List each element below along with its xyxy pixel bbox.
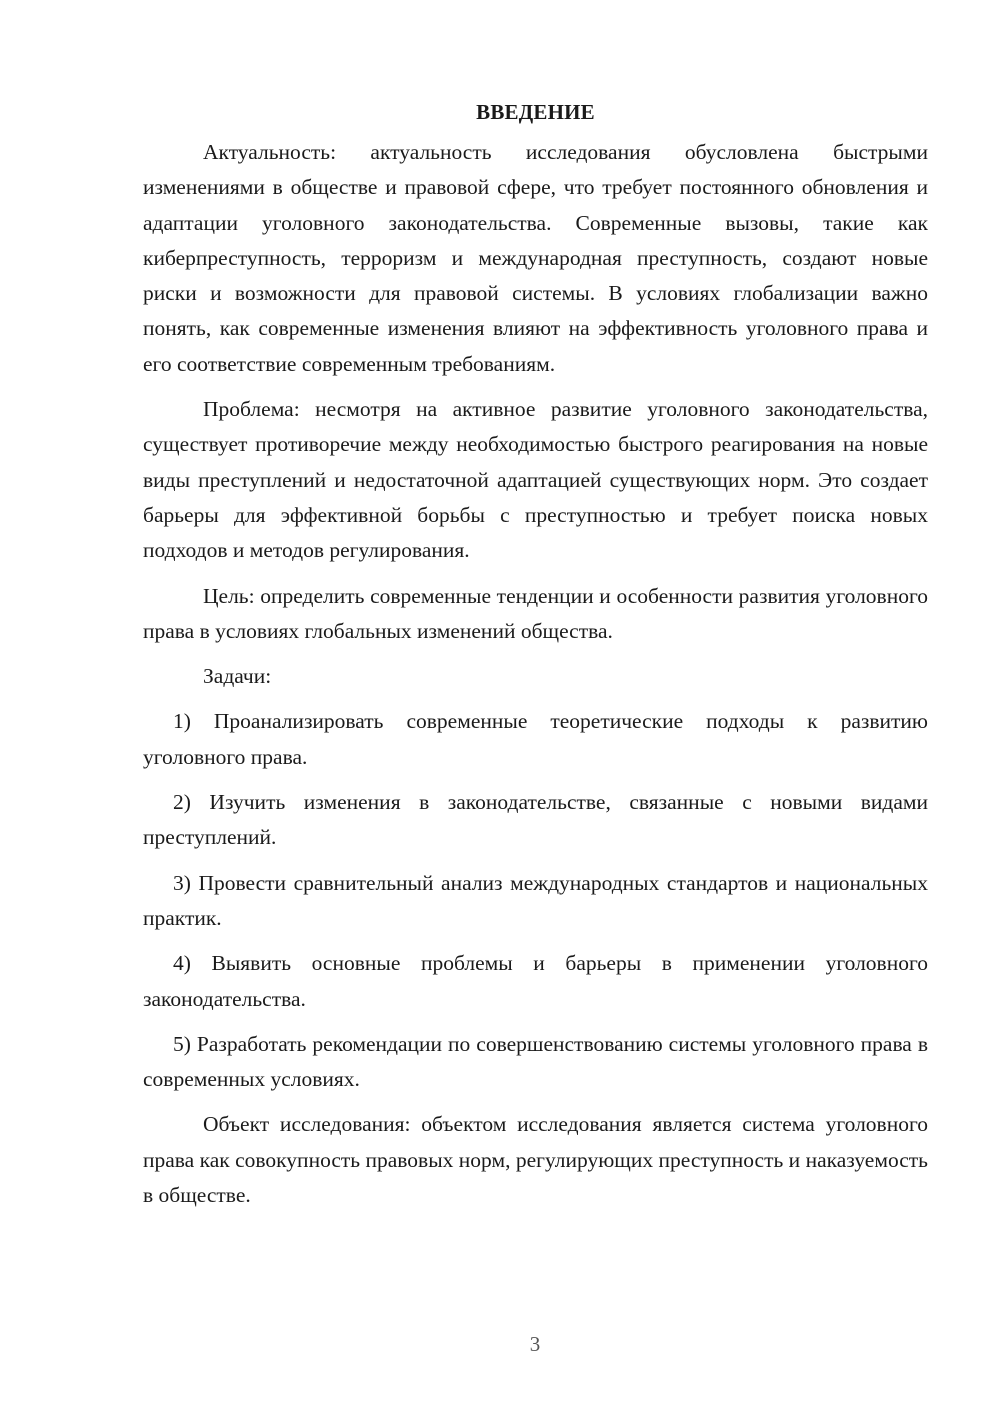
task-item-3: 3) Провести сравнительный анализ международных стандартов и национальных практик. bbox=[143, 870, 928, 930]
task-item-2: 2) Изучить изменения в законодательстве, связанные с новыми видами преступлений. bbox=[143, 790, 928, 850]
paragraph-goal: Цель: определить современные тенденции и особенности развития уголовного права в условиях глобальных изменений общества. bbox=[143, 583, 928, 643]
paragraph-problem: Проблема: несмотря на активное развитие уголовного законодательства, существует противоречие между необходимостью быстрого реагирования на новые виды преступлений и недостаточной адаптацией существующих норм. Это создает барьеры для эффективной борьбы с преступностью и требует поиска новых подходов и методов регулирования. bbox=[143, 397, 928, 563]
paragraph-relevance: Актуальность: актуальность исследования обусловлена быстрыми изменениями в обществе и правовой сфере, что требует постоянного обновления и адаптации уголовного законодательства. Современные вызовы, такие как киберпреступность, терроризм и международная преступность, создают новые риски и возможности для правовой системы. В условиях глобализации важно понять, как современные изменения влияют на эффективность уголовного права и его соответствие современным требованиям. bbox=[143, 140, 928, 376]
page-number: 3 bbox=[529, 1332, 541, 1356]
tasks-heading: Задачи: bbox=[203, 664, 272, 689]
paragraph-object: Объект исследования: объектом исследования является система уголовного права как совокупность правовых норм, регулирующих преступность и наказуемость в обществе. bbox=[143, 1112, 928, 1208]
document-page bbox=[143, 88, 928, 1223]
task-item-1: 1) Проанализировать современные теоретические подходы к развитию уголовного права. bbox=[143, 709, 928, 769]
task-item-4: 4) Выявить основные проблемы и барьеры в применении уголовного законодательства. bbox=[143, 951, 928, 1011]
task-item-5: 5) Разработать рекомендации по совершенствованию системы уголовного права в современных условиях. bbox=[143, 1031, 928, 1092]
section-title: ВВЕДЕНИЕ bbox=[476, 100, 595, 124]
